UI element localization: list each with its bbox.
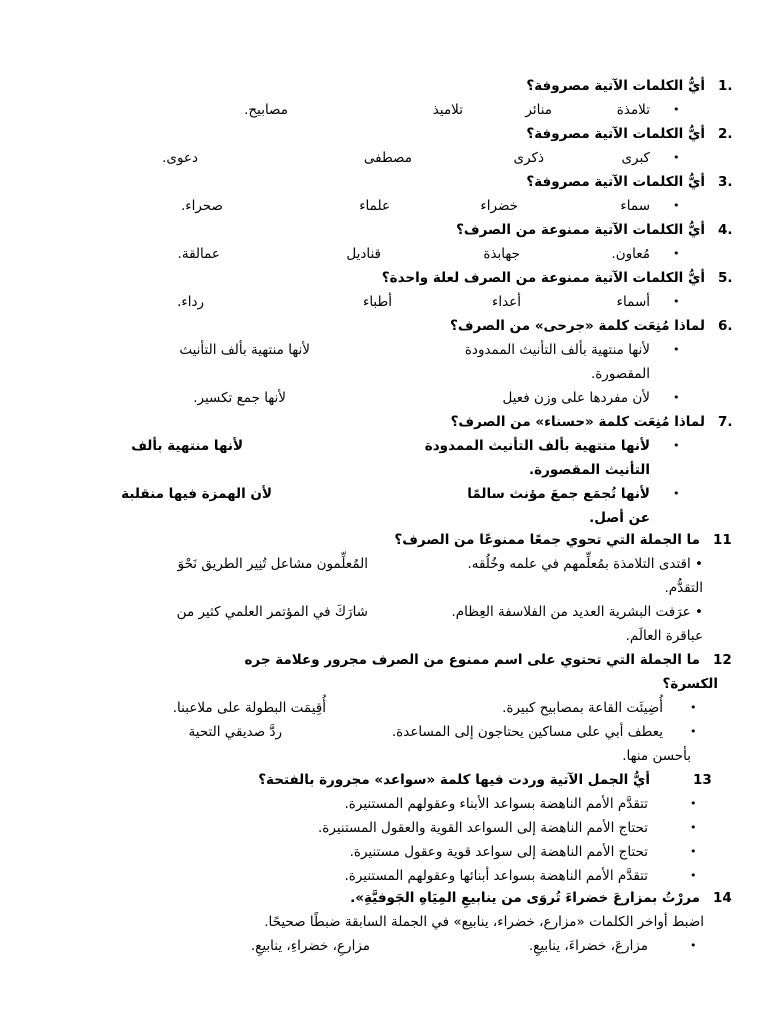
- question-number: 13: [693, 772, 712, 788]
- option-continuation: المقصورة.: [590, 366, 650, 382]
- bullet: •: [673, 439, 680, 452]
- option: مزارعَ، خضراءَ، ينابيعِ.: [528, 938, 648, 954]
- question-number: 11: [713, 532, 732, 548]
- option: تحتاج الأمم الناهضة إلى سواعد قوية وعقول مستنيرة.: [349, 844, 648, 860]
- option: أعداء: [492, 294, 521, 310]
- option: ردَّ صديقي التحية: [188, 724, 282, 740]
- option-continuation: بأحسن منها.: [622, 748, 691, 764]
- option: لأنها منتهية بألف التأنيث الممدودة: [464, 342, 650, 358]
- option: تلاميذ: [432, 102, 463, 118]
- option: تحتاج الأمم الناهضة إلى السواعد القوية والعقول المستنيرة.: [318, 820, 648, 836]
- option: • عرَفت البشرية العديد من الفلاسفة العِظام.: [451, 604, 703, 620]
- bullet: •: [673, 103, 680, 116]
- option: شارَكَ في المؤتمر العلمي كثير من: [176, 604, 368, 620]
- option: دعوى.: [162, 150, 198, 166]
- option: قناديل: [346, 246, 381, 262]
- option: لأن الهمزة فيها منقلبة: [121, 486, 272, 502]
- option: أسماء: [616, 294, 650, 310]
- option: مُعاون.: [611, 246, 650, 262]
- question-text: لماذا مُنِعَت كلمة «جرحى» من الصرف؟: [450, 318, 705, 334]
- option-continuation: عباقرة العالَم.: [625, 628, 703, 644]
- bullet: •: [690, 821, 697, 834]
- option: رداء.: [177, 294, 204, 310]
- question-number: 12: [713, 652, 732, 668]
- option: عمالقة.: [177, 246, 220, 262]
- option: خضراء: [480, 198, 518, 214]
- option: لأنها منتهية بألف التأنيث الممدودة: [424, 438, 650, 454]
- bullet: •: [673, 391, 680, 404]
- option-continuation: عن أصل.: [589, 510, 650, 526]
- question-text: أيُّ الكلمات الآتية ممنوعة من الصرف لعلة واحدة؟: [381, 270, 705, 286]
- question-text: أيُّ الجمل الآتية وردت فيها كلمة «سواعد» مجرورة بالفتحة؟: [258, 772, 650, 788]
- option-continuation: التأنيث المقصورة.: [529, 462, 650, 478]
- bullet: •: [673, 295, 680, 308]
- option: تتقدَّم الأمم الناهضة بسواعد الأبناء وعقولهم المستنيرة.: [344, 796, 648, 812]
- option: لأنها منتهية بألف: [131, 438, 243, 454]
- question-number: 3.: [718, 174, 733, 190]
- question-text: أيُّ الكلمات الآتية مصروفة؟: [526, 126, 705, 142]
- bullet: •: [690, 797, 697, 810]
- option: لأنها منتهية بألف التأنيث: [179, 342, 310, 358]
- question-text: لماذا مُنِعَت كلمة «حسناء» من الصرف؟: [450, 414, 705, 430]
- question-number: 5.: [718, 270, 733, 286]
- question-text: أيُّ الكلمات الآتية مصروفة؟: [526, 78, 705, 94]
- bullet: •: [673, 199, 680, 212]
- question-number: 6.: [718, 318, 733, 334]
- option: مزارعِ، خضراءِ، ينابيعِ.: [250, 938, 370, 954]
- option: جهابذة: [483, 246, 520, 262]
- bullet: •: [690, 725, 697, 738]
- question-number: 4.: [718, 222, 733, 238]
- bullet: •: [673, 247, 680, 260]
- bullet: •: [690, 845, 697, 858]
- question-text: ما الجملة التي تحتوي على اسم ممنوع من الصرف مجرور وعلامة جره: [244, 652, 700, 668]
- option: لأن مفردها على وزن فعيل: [502, 390, 650, 406]
- option: صحراء.: [180, 198, 223, 214]
- bullet: •: [673, 343, 680, 356]
- bullet: •: [673, 487, 680, 500]
- option: مصطفى: [363, 150, 412, 166]
- question-number: 7.: [718, 414, 733, 430]
- option: يعطف أبي على مساكين يحتاجون إلى المساعدة.: [391, 724, 663, 740]
- option: لأنها جمع تكسير.: [193, 390, 286, 406]
- option: تتقدَّم الأمم الناهضة بسواعد أبنائها وعقولهم المستنيرة.: [344, 868, 648, 884]
- option: تلامذة: [616, 102, 650, 118]
- option: منائر: [525, 102, 552, 118]
- bullet: •: [690, 701, 697, 714]
- option: ذكرى: [513, 150, 544, 166]
- question-text-continuation: الكسرة؟: [662, 676, 718, 692]
- bullet: •: [673, 151, 680, 164]
- option: علماء: [359, 198, 390, 214]
- bullet: •: [690, 939, 697, 952]
- option: كبرى: [621, 150, 650, 166]
- option: أُضِيئَت القاعة بمصابيح كبيرة.: [502, 700, 663, 716]
- option-continuation: التقدُّم.: [664, 580, 703, 596]
- option: أطباء: [362, 294, 392, 310]
- question-text: مررْتُ بمزارعَ خضراءَ تُروَى من ينابيعِ المِيَاهِ الجَوفيَّةِ».: [350, 890, 700, 906]
- option: لأنها تُجمَع جمعَ مؤنث سالمًا: [467, 486, 650, 502]
- option: مصابيح.: [244, 102, 288, 118]
- question-text: ما الجملة التي تحوي جمعًا ممنوعًا من الصرف؟: [394, 532, 700, 548]
- option: • اقتدى التلامذة بمُعلِّمهم في علمه وخُلُقه.: [467, 556, 703, 572]
- question-text: أيُّ الكلمات الآتية ممنوعة من الصرف؟: [456, 222, 705, 238]
- question-text: أيُّ الكلمات الآتية مصروفة؟: [526, 174, 705, 190]
- option: أُقِيمَت البطولة على ملاعبنا.: [172, 700, 326, 716]
- instruction-text: اضبط أواخر الكلمات «مزارع، خضراء، ينابيع» في الجملة السابقة ضبطًا صحيحًا.: [264, 914, 704, 930]
- question-number: 1.: [718, 78, 733, 94]
- question-number: 2.: [718, 126, 733, 142]
- bullet: •: [690, 869, 697, 882]
- option: سماء: [620, 198, 650, 214]
- question-number: 14: [713, 890, 732, 906]
- option: المُعلِّمون مشاعل تُنِير الطريق نَحْوَ: [177, 556, 368, 572]
